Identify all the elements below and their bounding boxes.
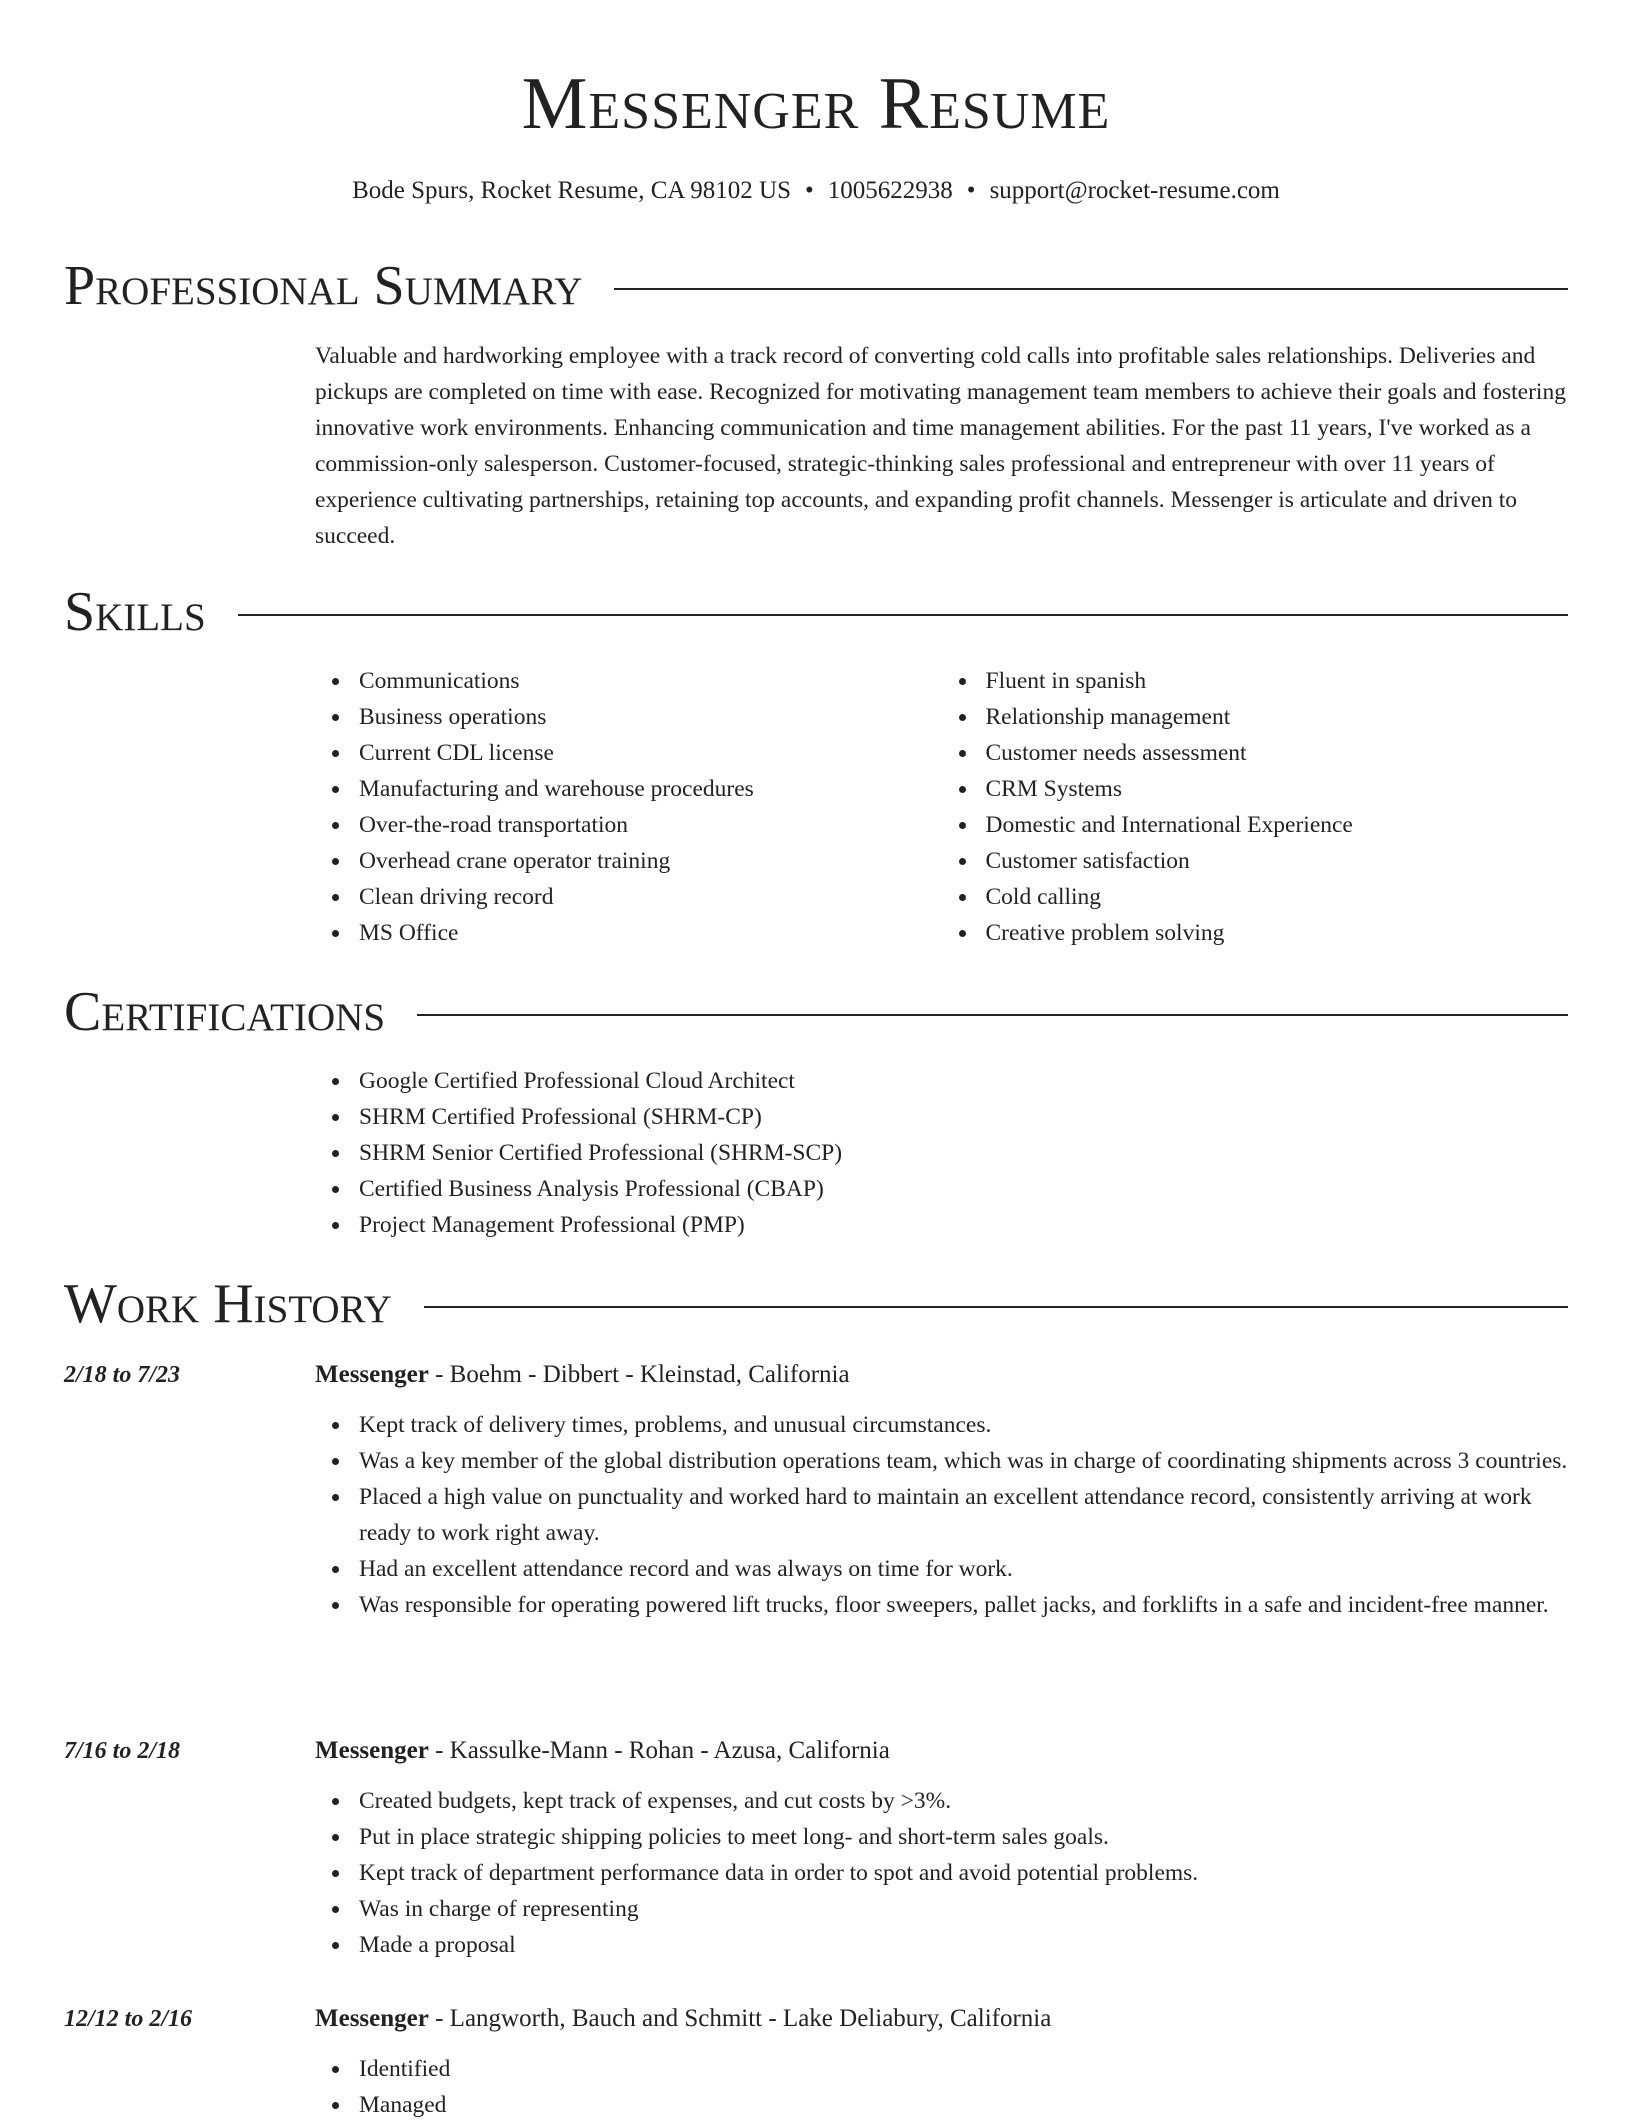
skill-item: Creative problem solving [986,915,1569,951]
job-company: - Kassulke-Mann - Rohan - Azusa, California [428,1737,890,1764]
job-bullets [315,1783,1568,1963]
job-bullets [315,1407,1568,1623]
section-divider [238,614,1568,616]
certifications-list [315,1063,1568,1243]
job-title [315,1733,1568,1769]
contact-separator: • [966,177,976,204]
job-bullet: Created budgets, kept track of expenses, and cut costs by >3%. [359,1783,1568,1819]
job-role: Messenger [315,1361,429,1388]
job-company: - Langworth, Bauch and Schmitt - Lake Deliabury, California [428,2005,1052,2032]
job-bullet: Kept track of department performance data in order to spot and avoid potential problems. [359,1855,1568,1891]
skill-item: MS Office [359,915,942,951]
summary-section [315,338,1568,554]
skill-item: CRM Systems [986,771,1569,807]
skill-item: Current CDL license [359,735,942,771]
skills-heading [64,580,1568,644]
contact-email[interactable]: support@rocket-resume.com [989,177,1280,204]
skill-item: Business operations [359,699,942,735]
section-divider [417,1014,1568,1016]
job-bullet: Put in place strategic shipping policies to meet long- and short-term sales goals. [359,1819,1568,1855]
skill-item: Clean driving record [359,879,942,915]
job-entry [315,1357,1568,1623]
skill-item: Over-the-road transportation [359,807,942,843]
job-bullet: Made a proposal [359,1927,1568,1963]
summary-text: Valuable and hardworking employee with a track record of converting cold calls into profitable sales relationships. Deliveries and pickups are completed on time with ease. Recognized for motivating management team members to achieve their goals and fostering innovative work environments. Enhancing communication and time management abilities. For the past 11 years, I've worked as a commission-only salesperson. Customer-focused, strategic-thinking sales professional and entrepreneur with over 11 years of experience cultivating partnerships, retaining top accounts, and expanding profit channels. Messenger is articulate and driven to succeed. [315,343,1566,549]
skill-item: Overhead crane operator training [359,843,942,879]
contact-phone: 1005622938 [827,177,953,204]
contact-separator: • [805,177,814,204]
contact-line [0,176,1632,206]
job-role: Messenger [315,1737,429,1764]
skill-item: Cold calling [986,879,1569,915]
certifications-section [315,1063,1568,1243]
job-dates: 7/16 to 2/18 [64,1738,181,1764]
work-title: Work History [64,1273,392,1335]
skill-item: Customer satisfaction [986,843,1569,879]
skill-item: Domestic and International Experience [986,807,1569,843]
skill-item: Relationship management [986,699,1569,735]
job-bullet: Had an excellent attendance record and was always on time for work. [359,1551,1568,1587]
certification-item: Certified Business Analysis Professional (CBAP) [359,1171,1568,1207]
job-bullet: Kept track of delivery times, problems, and unusual circumstances. [359,1407,1568,1443]
job-company: - Boehm - Dibbert - Kleinstad, California [428,1361,850,1388]
job-entry [315,2001,1568,2123]
job-title [315,2001,1568,2037]
job-bullet: Was a key member of the global distribution operations team, which was in charge of coordinating shipments across 3 countries. [359,1443,1568,1479]
job-bullet: Was in charge of representing [359,1891,1568,1927]
skills-section [315,663,1568,951]
job-role: Messenger [315,2005,429,2032]
job-title [315,1357,1568,1393]
job-bullet: Identified [359,2051,1568,2087]
job-bullet: Placed a high value on punctuality and worked hard to maintain an excellent attendance record, consistently arriving at work ready to work right away. [359,1479,1568,1551]
job-dates: 2/18 to 7/23 [64,1362,181,1388]
job-bullet: Managed [359,2087,1568,2123]
certification-item: Google Certified Professional Cloud Architect [359,1063,1568,1099]
work-heading [64,1272,1568,1336]
job-dates: 12/12 to 2/16 [64,2006,193,2032]
section-divider [614,288,1568,290]
section-divider [424,1306,1568,1308]
skill-item: Communications [359,663,942,699]
skill-item: Customer needs assessment [986,735,1569,771]
skills-right-list [942,663,1569,951]
job-bullet: Was responsible for operating powered lift trucks, floor sweepers, pallet jacks, and forklifts in a safe and incident-free manner. [359,1587,1568,1623]
summary-heading [64,254,1568,318]
skills-left-list [315,663,942,951]
certification-item: SHRM Senior Certified Professional (SHRM-SCP) [359,1135,1568,1171]
skills-title: Skills [64,581,206,643]
certifications-title: Certifications [64,981,386,1043]
certifications-heading [64,980,1568,1044]
certification-item: SHRM Certified Professional (SHRM-CP) [359,1099,1568,1135]
resume-name: Messenger Resume [521,63,1111,145]
job-entry [315,1733,1568,1963]
skill-item: Fluent in spanish [986,663,1569,699]
job-bullets [315,2051,1568,2123]
certification-item: Project Management Professional (PMP) [359,1207,1568,1243]
summary-title: Professional Summary [64,255,583,317]
skill-item: Manufacturing and warehouse procedures [359,771,942,807]
contact-address: Bode Spurs, Rocket Resume, CA 98102 US [352,177,792,204]
